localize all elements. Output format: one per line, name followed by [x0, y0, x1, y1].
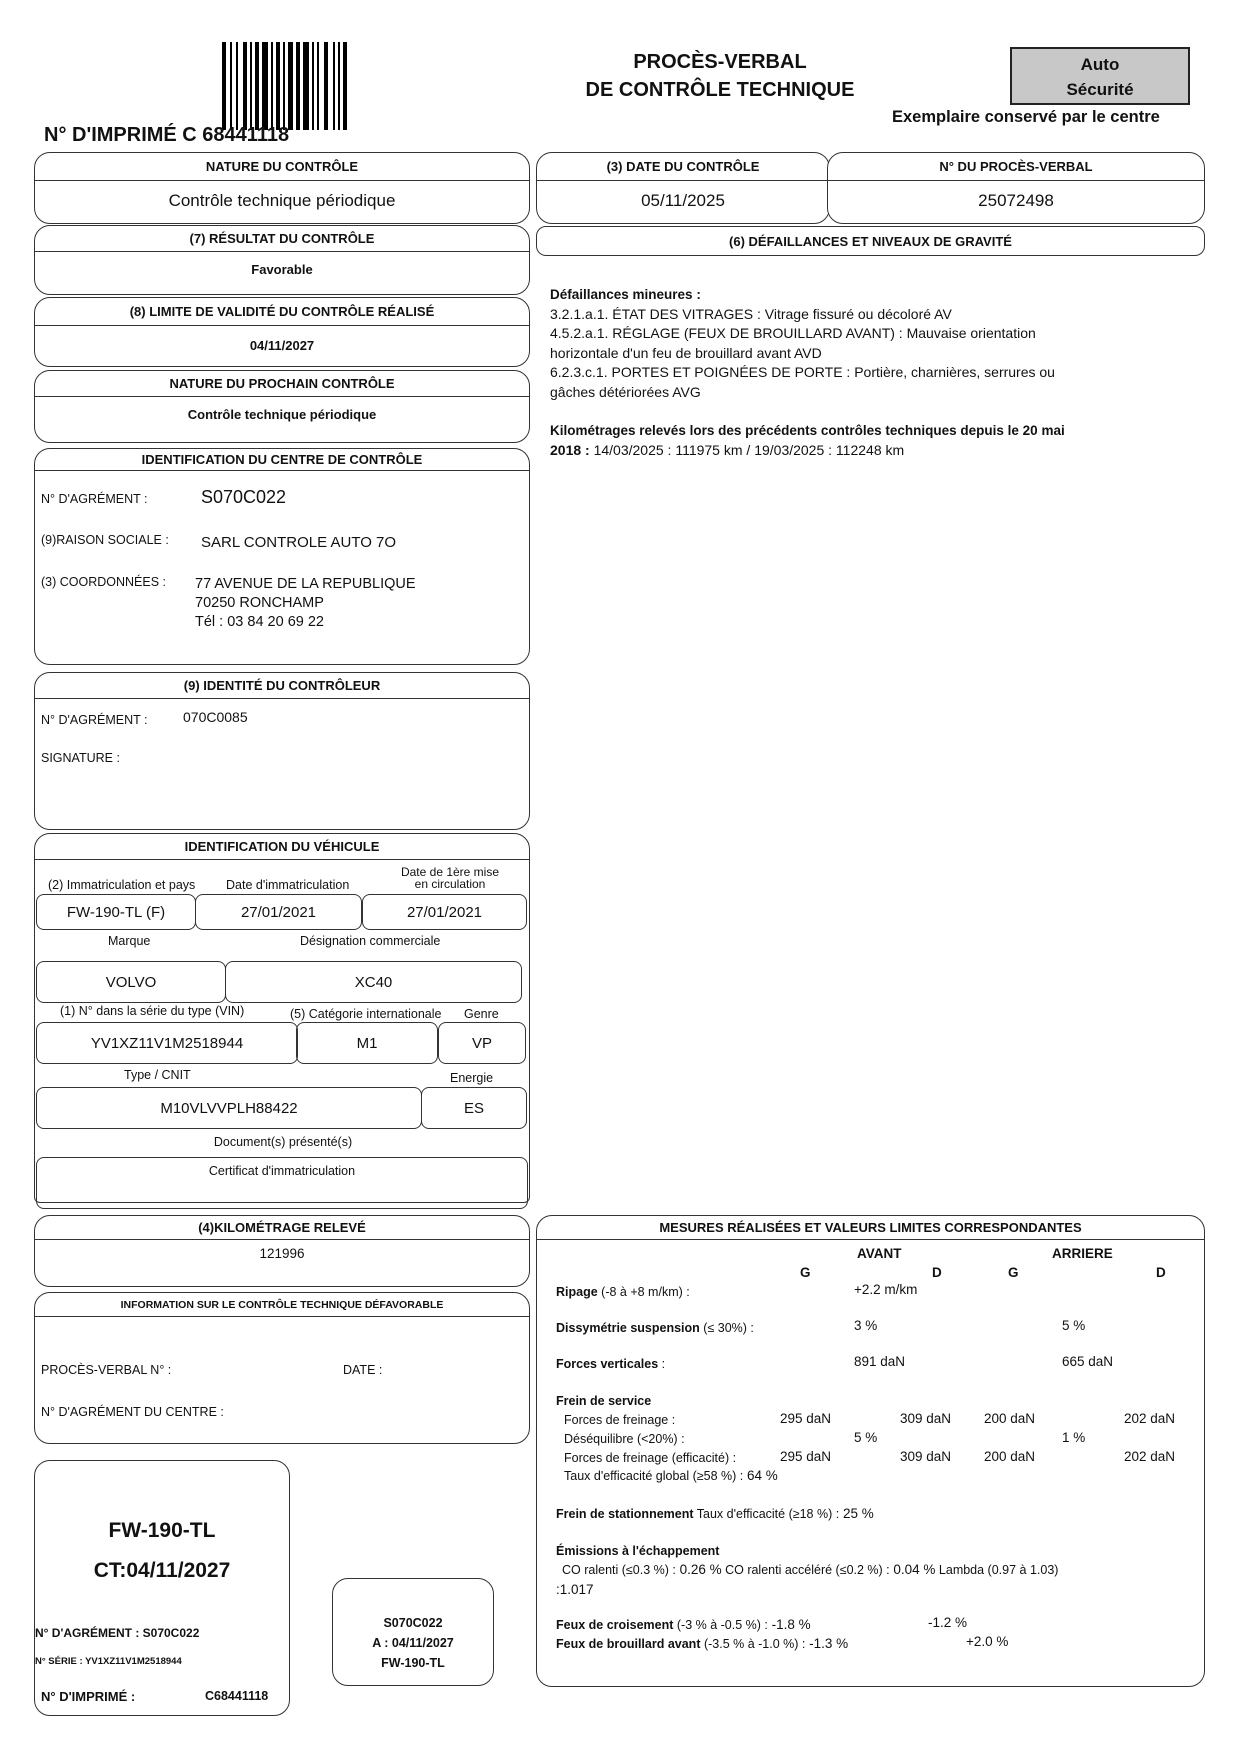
- energie-value: ES: [421, 1087, 527, 1129]
- brand-line-1: Auto: [1080, 55, 1120, 74]
- copy-note: Exemplaire conservé par le centre: [892, 108, 1160, 126]
- validite-value: 04/11/2027: [249, 338, 315, 353]
- pv-number-value: 25072498: [978, 191, 1054, 210]
- date-circulation-value: 27/01/2021: [362, 894, 527, 930]
- desequilibre-label: Déséquilibre (<20%) :: [564, 1432, 685, 1446]
- validite-box: [34, 297, 530, 367]
- avant-d-header: D: [932, 1265, 942, 1280]
- controleur-agrement-value: 070C0085: [183, 709, 248, 725]
- nature-controle-box: [34, 152, 530, 224]
- co-acc-label: CO ralenti accéléré (≤0.2 %) :: [721, 1563, 890, 1577]
- categorie-value: M1: [296, 1022, 438, 1064]
- ripage-value: +2.2 m/km: [854, 1282, 918, 1297]
- marque-value: VOLVO: [36, 961, 226, 1003]
- small-sticker-line-1: S070C022: [383, 1616, 443, 1630]
- sticker-imprime-label: N° D'IMPRIMÉ :: [41, 1689, 136, 1704]
- stationnement-label: Frein de stationnement: [556, 1507, 694, 1521]
- forces-freinage-arg: 200 daN: [984, 1411, 1036, 1426]
- pv-number-title: N° DU PROCÈS-VERBAL: [828, 153, 1204, 181]
- forces-efficacite-ard: 202 daN: [1124, 1449, 1176, 1464]
- croisement-droite: -1.2 %: [928, 1615, 968, 1630]
- co-acc-value: 0.04 %: [889, 1562, 936, 1577]
- croisement-limit: (-3 % à -0.5 %) :: [673, 1618, 768, 1632]
- defaillances-content: [550, 285, 1190, 460]
- controleur-box: [34, 672, 530, 830]
- date-immat-value: 27/01/2021: [195, 894, 362, 930]
- date-circulation-label-1: Date de 1ère mise: [400, 865, 500, 879]
- emissions-row: [562, 1562, 1058, 1577]
- date-circulation-label: [390, 866, 510, 890]
- date-circulation-label-2: en circulation: [414, 877, 486, 891]
- defaillance-item: horizontale d'un feu de brouillard avant AVD: [550, 344, 822, 361]
- dissymetrie-row: [556, 1320, 754, 1335]
- documents-value: Certificat d'immatriculation: [36, 1157, 528, 1209]
- emissions-label: Émissions à l'échappement: [556, 1544, 720, 1558]
- address-line-2: 70250 RONCHAMP: [195, 595, 324, 611]
- sticker-ct-date: CT:04/11/2027: [93, 1559, 231, 1582]
- croisement-label: Feux de croisement: [556, 1618, 674, 1632]
- lambda-label: Lambda (0.97 à 1.03): [935, 1563, 1059, 1577]
- forces-verticales-limit: :: [658, 1357, 666, 1371]
- ripage-row: [556, 1284, 690, 1299]
- forces-freinage-avg: 295 daN: [780, 1411, 832, 1426]
- raison-sociale-value: SARL CONTROLE AUTO 7O: [201, 534, 397, 551]
- signature-label: SIGNATURE :: [41, 751, 120, 765]
- croisement-gauche: -1.8 %: [767, 1617, 811, 1632]
- brouillard-limit: (-3.5 % à -1.0 %) :: [700, 1637, 806, 1651]
- co-label: CO ralenti (≤0.3 %) :: [562, 1563, 676, 1577]
- small-sticker-line-3: FW-190-TL: [381, 1656, 445, 1670]
- forces-efficacite-avd: 309 daN: [900, 1449, 952, 1464]
- forces-verticales-arriere: 665 daN: [1062, 1354, 1114, 1369]
- imprime-number: N° D'IMPRIMÉ C 68441118: [44, 124, 290, 146]
- defaillances-heading: Défaillances mineures :: [550, 287, 701, 302]
- taux-global-row: [564, 1468, 778, 1483]
- small-sticker-line-2: A : 04/11/2027: [372, 1636, 454, 1650]
- kilometrage-box: [34, 1215, 530, 1287]
- resultat-box: [34, 225, 530, 295]
- document-title: [560, 48, 880, 104]
- immat-label: (2) Immatriculation et pays: [48, 878, 196, 892]
- title-line-2: DE CONTRÔLE TECHNIQUE: [585, 79, 855, 101]
- defavorable-title: INFORMATION SUR LE CONTRÔLE TECHNIQUE DÉFAVORABLE: [35, 1293, 529, 1317]
- km-history-list: 14/03/2025 : 111975 km / 19/03/2025 : 112248 km: [589, 441, 905, 458]
- mesures-title: MESURES RÉALISÉES ET VALEURS LIMITES CORRESPONDANTES: [537, 1216, 1204, 1240]
- defaillance-item: gâches détériorées AVG: [550, 383, 701, 400]
- marque-label: Marque: [108, 934, 151, 948]
- centre-box: [34, 448, 530, 665]
- ripage-label: Ripage: [556, 1285, 598, 1299]
- defavorable-box: [34, 1292, 530, 1444]
- forces-freinage-label: Forces de freinage :: [564, 1413, 676, 1427]
- forces-efficacite-arg: 200 daN: [984, 1449, 1036, 1464]
- controleur-title: (9) IDENTITÉ DU CONTRÔLEUR: [35, 673, 529, 699]
- taux-global-label: Taux d'efficacité global (≥58 %) :: [564, 1469, 744, 1483]
- vin-value: YV1XZ11V1M2518944: [36, 1022, 298, 1064]
- resultat-value: Favorable: [251, 262, 313, 277]
- immat-value: FW-190-TL (F): [36, 894, 196, 930]
- dissymetrie-arriere: 5 %: [1062, 1318, 1086, 1333]
- defaillance-item: 4.5.2.a.1. RÉGLAGE (FEUX DE BROUILLARD AVANT) : Mauvaise orientation: [550, 325, 1036, 341]
- prochain-title: NATURE DU PROCHAIN CONTRÔLE: [35, 371, 529, 397]
- small-sticker-text: [333, 1613, 493, 1673]
- sticker-serie: N° SÉRIE : YV1XZ11V1M2518944: [35, 1656, 182, 1667]
- forces-freinage-avd: 309 daN: [900, 1411, 952, 1426]
- kilometrage-value: 121996: [259, 1246, 305, 1261]
- stationnement-row: [556, 1506, 874, 1521]
- defaillance-item: 6.2.3.c.1. PORTES ET POIGNÉES DE PORTE : Portière, charnières, serrures ou: [550, 364, 1055, 380]
- sticker-imprime-value: C68441118: [205, 1689, 269, 1703]
- frein-service-label: Frein de service: [556, 1394, 652, 1408]
- centre-agrement-value: S070C022: [201, 487, 287, 507]
- forces-verticales-label: Forces verticales: [556, 1357, 659, 1371]
- address-line-1: 77 AVENUE DE LA REPUBLIQUE: [195, 576, 416, 592]
- date-immat-label: Date d'immatriculation: [226, 878, 350, 892]
- defaillances-title: (6) DÉFAILLANCES ET NIVEAUX DE GRAVITÉ: [729, 234, 1012, 249]
- energie-label: Energie: [450, 1071, 494, 1085]
- coordonnees-value: [195, 575, 416, 632]
- kilometrage-title: (4)KILOMÉTRAGE RELEVÉ: [35, 1216, 529, 1240]
- km-history-year: 2018 :: [550, 441, 590, 458]
- title-line-1: PROCÈS-VERBAL: [633, 51, 807, 73]
- barcode: [222, 42, 392, 130]
- raison-sociale-label: (9)RAISON SOCIALE :: [41, 533, 169, 547]
- arriere-g-header: G: [1008, 1265, 1019, 1280]
- defaillances-header-box: [536, 226, 1205, 256]
- desequilibre-avant: 5 %: [854, 1430, 878, 1445]
- defavorable-date-label: DATE :: [343, 1363, 383, 1377]
- stationnement-value: 25 %: [839, 1506, 874, 1521]
- defavorable-agrement-label: N° D'AGRÉMENT DU CENTRE :: [41, 1405, 224, 1419]
- defavorable-pv-label: PROCÈS-VERBAL N° :: [41, 1363, 172, 1377]
- centre-title: IDENTIFICATION DU CENTRE DE CONTRÔLE: [35, 449, 529, 471]
- dissymetrie-avant: 3 %: [854, 1318, 878, 1333]
- date-controle-title: (3) DATE DU CONTRÔLE: [537, 153, 829, 181]
- documents-label: Document(s) présenté(s): [213, 1135, 353, 1149]
- small-sticker-box: [332, 1578, 494, 1686]
- forces-verticales-avant: 891 daN: [854, 1354, 906, 1369]
- avant-header: AVANT: [857, 1246, 902, 1261]
- vin-label: (1) N° dans la série du type (VIN): [60, 1004, 245, 1018]
- stationnement-limit: Taux d'efficacité (≥18 %) :: [693, 1507, 840, 1521]
- designation-label: Désignation commerciale: [300, 934, 441, 948]
- designation-value: XC40: [225, 961, 522, 1003]
- nature-controle-title: NATURE DU CONTRÔLE: [35, 153, 529, 181]
- validite-title: (8) LIMITE DE VALIDITÉ DU CONTRÔLE RÉALISÉ: [35, 298, 529, 326]
- phone: Tél : 03 84 20 69 22: [195, 614, 324, 630]
- genre-value: VP: [438, 1022, 526, 1064]
- cnit-value: M10VLVVPLH88422: [36, 1087, 422, 1129]
- cnit-label: Type / CNIT: [124, 1068, 191, 1082]
- sticker-plate: FW-190-TL: [108, 1519, 216, 1542]
- arriere-header: ARRIERE: [1052, 1246, 1113, 1261]
- croisement-row: [556, 1617, 811, 1632]
- brand-line-2: Sécurité: [1066, 80, 1134, 99]
- controleur-agrement-label: N° D'AGRÉMENT :: [41, 713, 148, 727]
- brouillard-row: [556, 1636, 848, 1651]
- desequilibre-arriere: 1 %: [1062, 1430, 1086, 1445]
- ripage-limit: (-8 à +8 m/km) :: [597, 1285, 690, 1299]
- sticker-box: [34, 1460, 290, 1716]
- forces-freinage-ard: 202 daN: [1124, 1411, 1176, 1426]
- brouillard-label: Feux de brouillard avant: [556, 1637, 701, 1651]
- taux-global-value: 64 %: [743, 1468, 778, 1483]
- pv-number-box: [827, 152, 1205, 224]
- forces-verticales-row: [556, 1356, 665, 1371]
- sticker-agrement: N° D'AGRÉMENT : S070C022: [35, 1626, 200, 1640]
- categorie-label: (5) Catégorie internationale: [290, 1007, 442, 1021]
- date-controle-box: [536, 152, 830, 224]
- genre-label: Genre: [464, 1007, 499, 1021]
- date-controle-value: 05/11/2025: [641, 191, 725, 210]
- coordonnees-label: (3) COORDONNÉES :: [41, 575, 167, 589]
- brand-box: [1010, 47, 1190, 105]
- lambda-value: :1.017: [556, 1582, 594, 1597]
- centre-agrement-label: N° D'AGRÉMENT :: [41, 492, 148, 506]
- dissymetrie-label: Dissymétrie suspension: [556, 1321, 700, 1335]
- nature-controle-value: Contrôle technique périodique: [168, 191, 396, 210]
- km-history-heading: Kilométrages relevés lors des précédents contrôles techniques depuis le 20 mai: [550, 423, 1065, 438]
- forces-efficacite-label: Forces de freinage (efficacité) :: [564, 1451, 737, 1465]
- vehicule-title: IDENTIFICATION DU VÉHICULE: [35, 834, 529, 860]
- dissymetrie-limit: (≤ 30%) :: [699, 1321, 754, 1335]
- avant-g-header: G: [800, 1265, 811, 1280]
- km-history-values: [550, 441, 1190, 461]
- resultat-title: (7) RÉSULTAT DU CONTRÔLE: [35, 226, 529, 252]
- defaillance-item: 3.2.1.a.1. ÉTAT DES VITRAGES : Vitrage fissuré ou décoloré AV: [550, 305, 952, 322]
- brouillard-gauche: -1.3 %: [805, 1636, 849, 1651]
- forces-efficacite-avg: 295 daN: [780, 1449, 832, 1464]
- prochain-box: [34, 370, 530, 443]
- prochain-value: Contrôle technique périodique: [187, 407, 377, 422]
- co-value: 0.26 %: [675, 1562, 722, 1577]
- arriere-d-header: D: [1156, 1265, 1166, 1280]
- brouillard-droite: +2.0 %: [966, 1634, 1009, 1649]
